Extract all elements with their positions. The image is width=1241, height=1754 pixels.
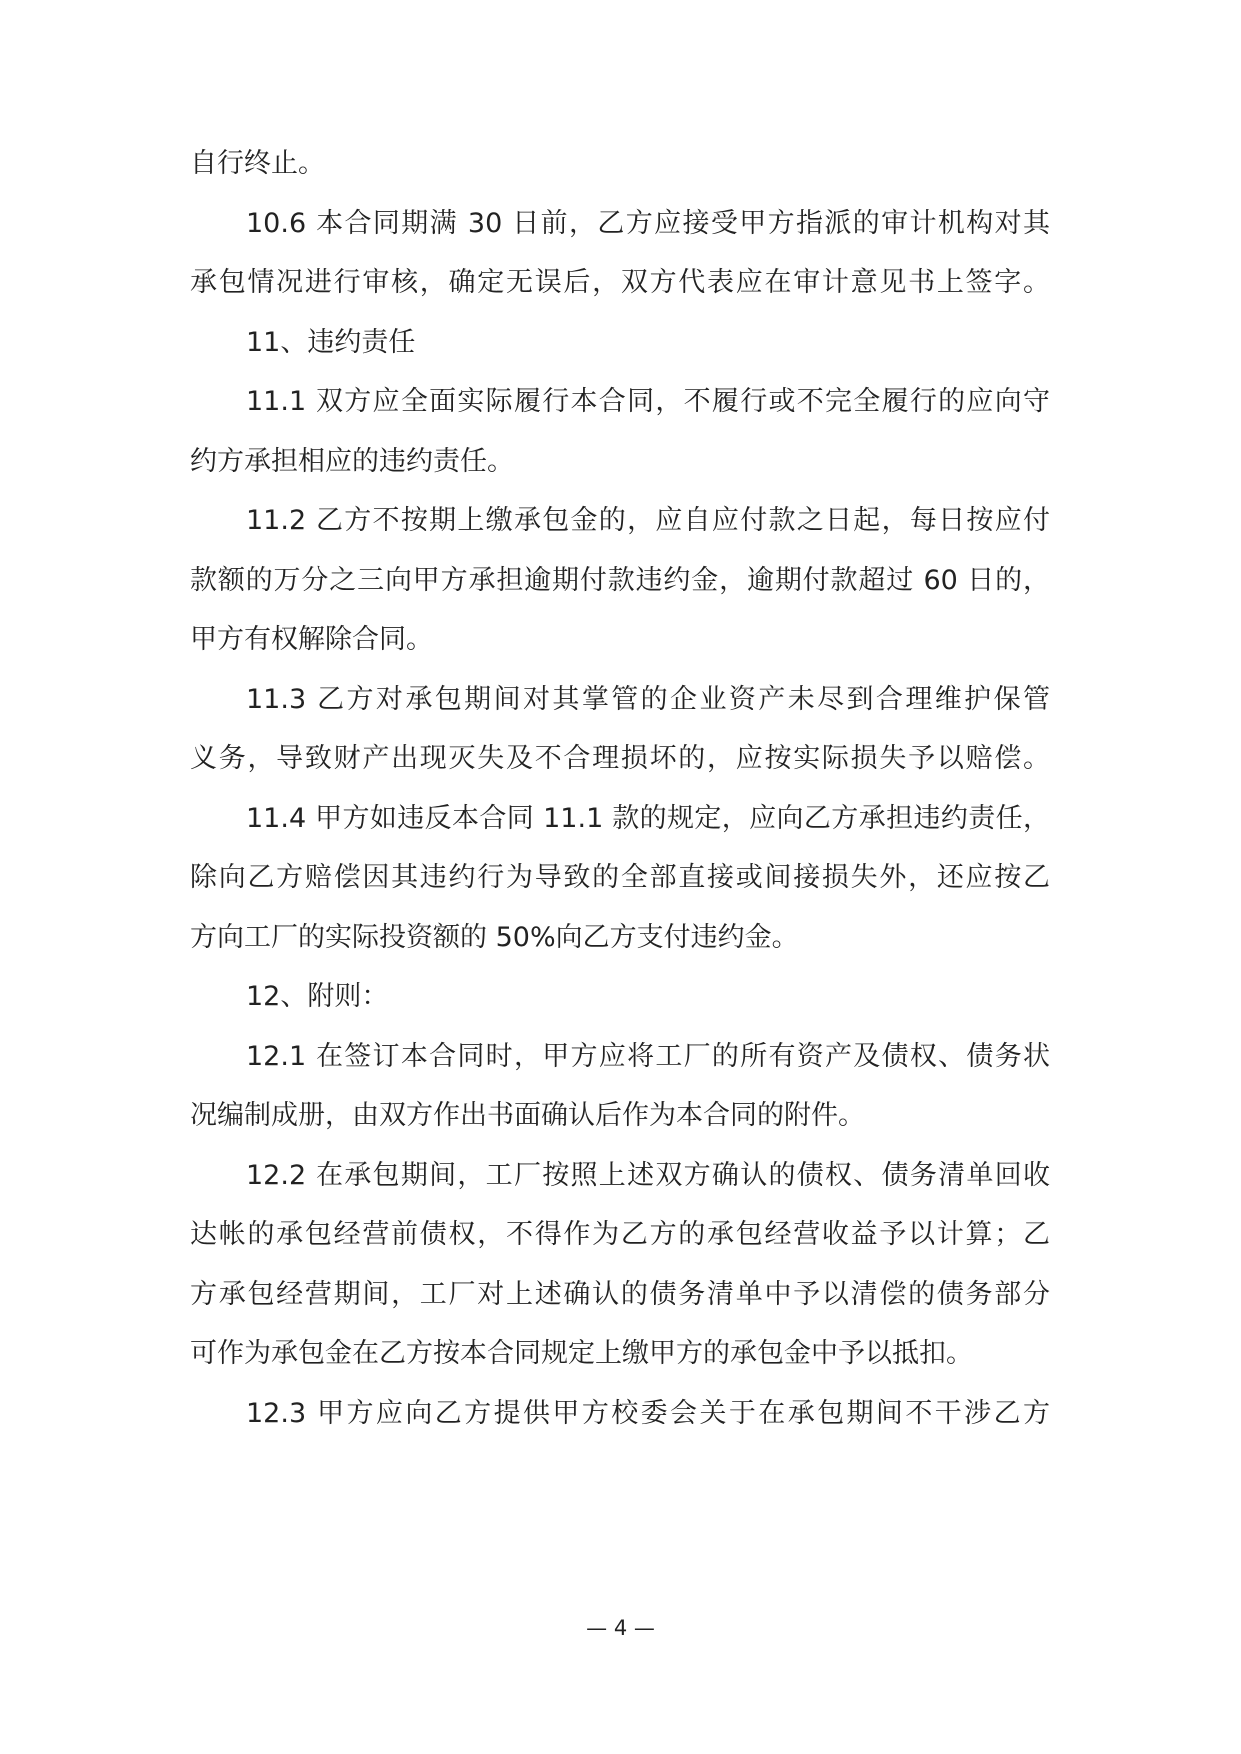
- text-line: 方向工厂的实际投资额的 50%向乙方支付违约金。: [190, 922, 799, 953]
- text-line: 况编制成册，由双方作出书面确认后作为本合同的附件。: [190, 1100, 865, 1131]
- text-line: 承包情况进行审核，确定无误后，双方代表应在审计意见书上签字。: [190, 267, 1050, 298]
- text-line: 可作为承包金在乙方按本合同规定上缴甲方的承包金中予以抵扣。: [190, 1338, 973, 1369]
- text-line: 甲方有权解除合同。: [190, 624, 433, 655]
- text-line: 义务，导致财产出现灭失及不合理损坏的，应按实际损失予以赔偿。: [190, 743, 1050, 774]
- text-line: 款额的万分之三向甲方承担逾期付款违约金，逾期付款超过 60 日的，: [190, 565, 1050, 596]
- text-line: 11.4 甲方如违反本合同 11.1 款的规定，应向乙方承担违约责任，: [246, 803, 1050, 834]
- text-line: 除向乙方赔偿因其违约行为导致的全部直接或间接损失外，还应按乙: [190, 862, 1050, 893]
- text-line: 方承包经营期间，工厂对上述确认的债务清单中予以清偿的债务部分: [190, 1279, 1050, 1310]
- text-line: 12.2 在承包期间，工厂按照上述双方确认的债权、债务清单回收: [246, 1160, 1050, 1191]
- section-heading: 12、附则：: [246, 981, 389, 1012]
- page-number: — 4 —: [586, 1616, 655, 1640]
- text-line: 12.1 在签订本合同时，甲方应将工厂的所有资产及债权、债务状: [246, 1041, 1050, 1072]
- text-line: 约方承担相应的违约责任。: [190, 446, 514, 477]
- section-heading: 11、违约责任: [246, 327, 416, 358]
- text-line: 12.3 甲方应向乙方提供甲方校委会关于在承包期间不干涉乙方: [246, 1398, 1050, 1429]
- text-line: 11.1 双方应全面实际履行本合同，不履行或不完全履行的应向守: [246, 386, 1050, 417]
- text-line: 11.2 乙方不按期上缴承包金的，应自应付款之日起，每日按应付: [246, 505, 1050, 536]
- text-line: 10.6 本合同期满 30 日前，乙方应接受甲方指派的审计机构对其: [246, 208, 1050, 239]
- text-line: 自行终止。: [190, 148, 325, 179]
- text-line: 达帐的承包经营前债权，不得作为乙方的承包经营收益予以计算；乙: [190, 1219, 1050, 1250]
- text-line: 11.3 乙方对承包期间对其掌管的企业资产未尽到合理维护保管: [246, 684, 1050, 715]
